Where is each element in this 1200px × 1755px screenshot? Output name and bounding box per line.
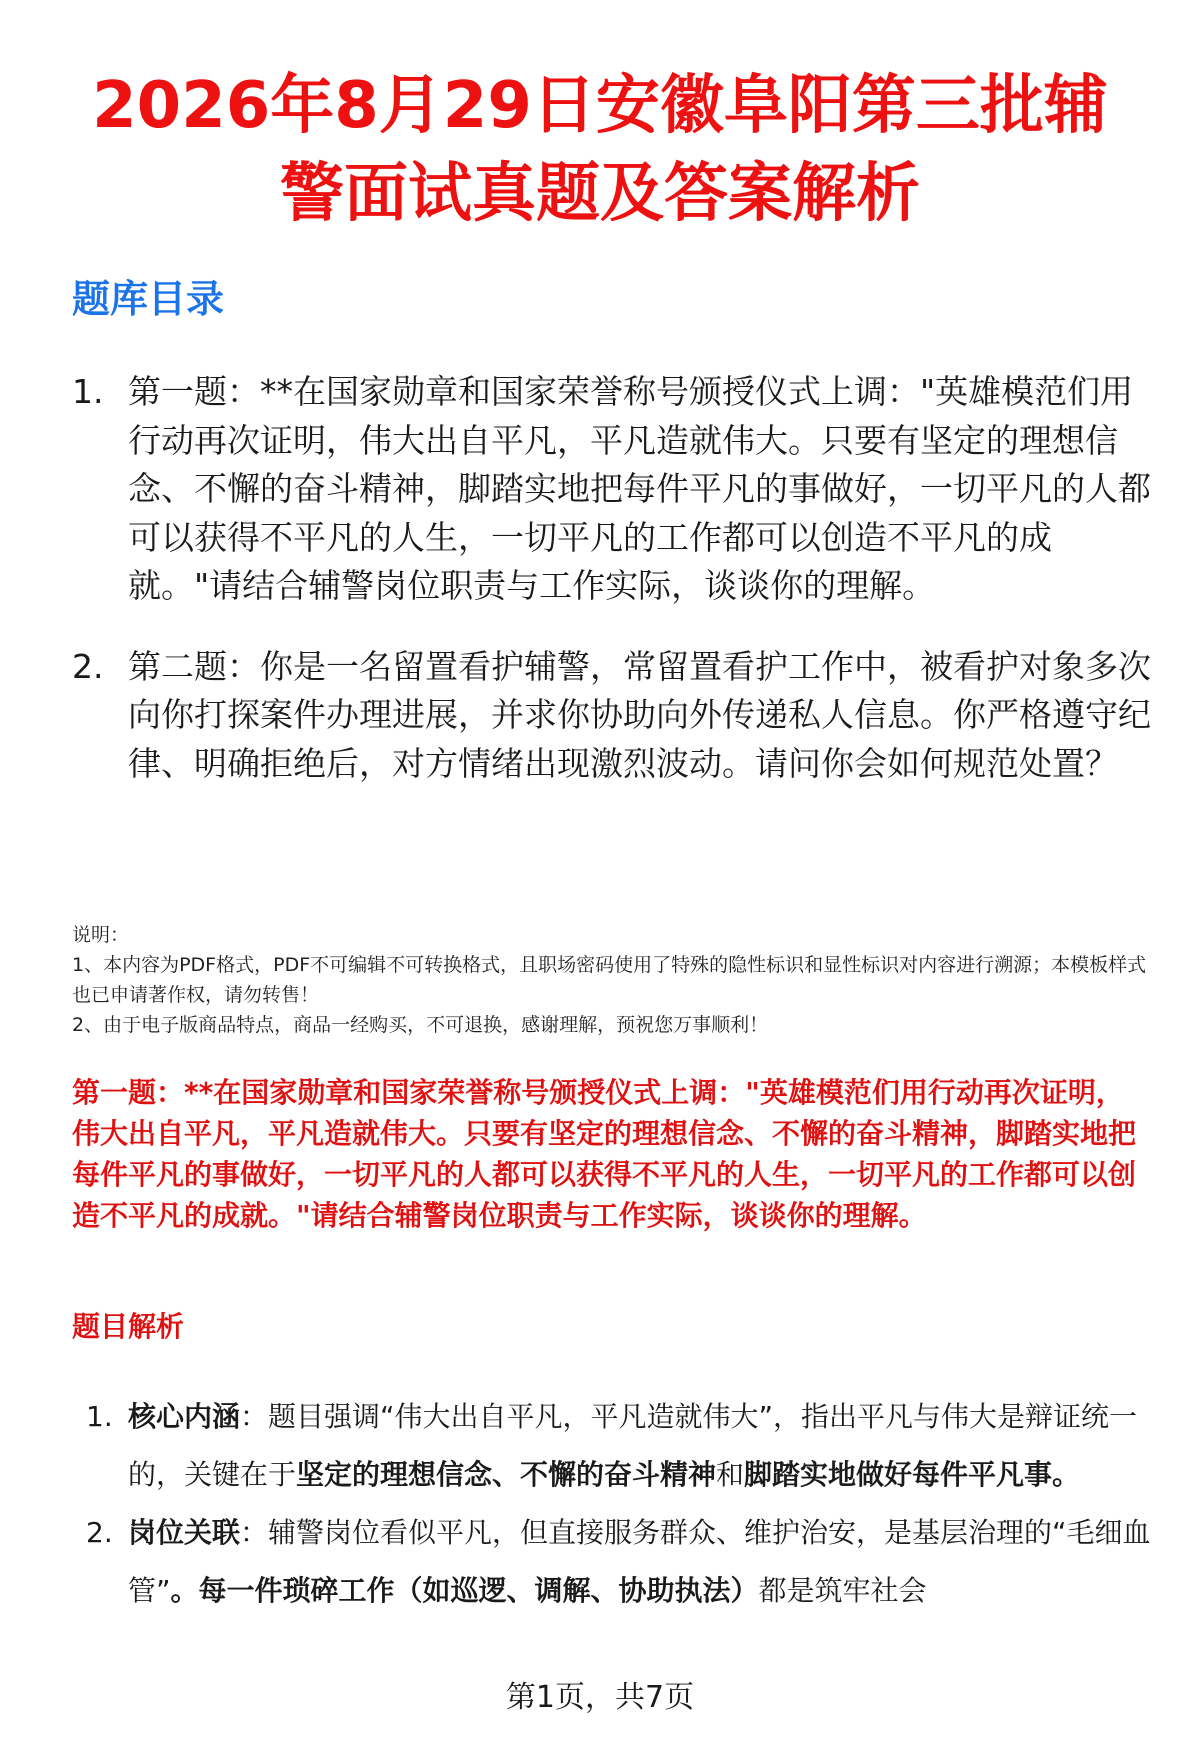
toc-item-number: 1.: [72, 372, 104, 411]
analysis-item-emphasis: 脚踏实地做好每件平凡事。: [744, 1458, 1081, 1491]
analysis-item-2: [72, 1504, 1152, 1620]
toc-item-number: 2.: [72, 646, 104, 686]
question-1-heading: 第一题：**在国家勋章和国家荣誉称号颁授仪式上调："英雄模范们用行动再次证明，伟大出自平凡，平凡造就伟大。只要有坚定的理想信念、不懈的奋斗精神，脚踏实地把每件平凡的事做好，一切平凡的人都可以获得不平凡的人生，一切平凡的工作都可以创造不平凡的成就。"请结合辅警岗位职责与工作实际，谈谈你的理解。: [72, 1076, 1137, 1232]
toc-heading: 题库目录: [72, 277, 225, 321]
page-footer: 第1页，共7页: [505, 1680, 695, 1715]
title-line-2: 警面试真题及答案解析: [280, 157, 920, 231]
disclaimer-note: [72, 920, 1162, 1040]
analysis-item-text: ：辅警岗位看似平凡，但直接服务群众、维护治安，是基层治理的“毛细血管”: [128, 1516, 1151, 1607]
toc-item-1[interactable]: [72, 368, 1162, 611]
analysis-item-number: 2.: [86, 1516, 113, 1549]
analysis-item-number: 1.: [86, 1400, 113, 1433]
note-line-1: 1、本内容为PDF格式，PDF不可编辑不可转换格式，且职场密码使用了特殊的隐性标识和显性标识对内容进行溯源；本模板样式也已申请著作权，请勿转售！: [72, 954, 1147, 1006]
toc-list: [72, 368, 1162, 788]
analysis-item-emphasis: 坚定的理想信念、不懈的奋斗精神: [296, 1458, 717, 1491]
analysis-item-1: [72, 1388, 1152, 1504]
toc-item-text: 第二题：你是一名留置看护辅警，常留置看护工作中，被看护对象多次向你打探案件办理进展，并求你协助向外传递私人信息。你严格遵守纪律、明确拒绝后，对方情绪出现激烈波动。请问你会如何规范处置？: [128, 646, 1151, 783]
analysis-item-text: 都是筑牢社会: [758, 1574, 927, 1607]
analysis-item-text: 和: [716, 1458, 745, 1491]
analysis-heading: 题目解析: [72, 1310, 185, 1343]
analysis-item-text: ：题目强调“伟大出自平凡，平凡造就伟大”，指出平凡与伟大是辩证统一的，关键在于: [128, 1400, 1138, 1491]
analysis-list: [72, 1388, 1152, 1620]
note-label: 说明：: [72, 924, 130, 946]
analysis-item-emphasis: 。每一件琐碎工作（如巡逻、调解、协助执法）: [170, 1574, 759, 1607]
document-title: [60, 62, 1140, 238]
toc-item-text: 第一题：**在国家勋章和国家荣誉称号颁授仪式上调："英雄模范们用行动再次证明，伟大出自平凡，平凡造就伟大。只要有坚定的理想信念、不懈的奋斗精神，脚踏实地把每件平凡的事做好，一切平凡的人都可以获得不平凡的人生，一切平凡的工作都可以创造不平凡的成就。"请结合辅警岗位职责与工作实际，谈谈你的理解。: [128, 372, 1151, 605]
title-line-1: 2026年8月29日安徽阜阳第三批辅: [92, 69, 1108, 143]
analysis-item-label: 核心内涵: [128, 1400, 241, 1433]
toc-item-2[interactable]: [72, 643, 1162, 789]
note-line-2: 2、由于电子版商品特点，商品一经购买，不可退换，感谢理解，预祝您万事顺利！: [72, 1014, 769, 1036]
analysis-item-label: 岗位关联: [128, 1516, 241, 1549]
